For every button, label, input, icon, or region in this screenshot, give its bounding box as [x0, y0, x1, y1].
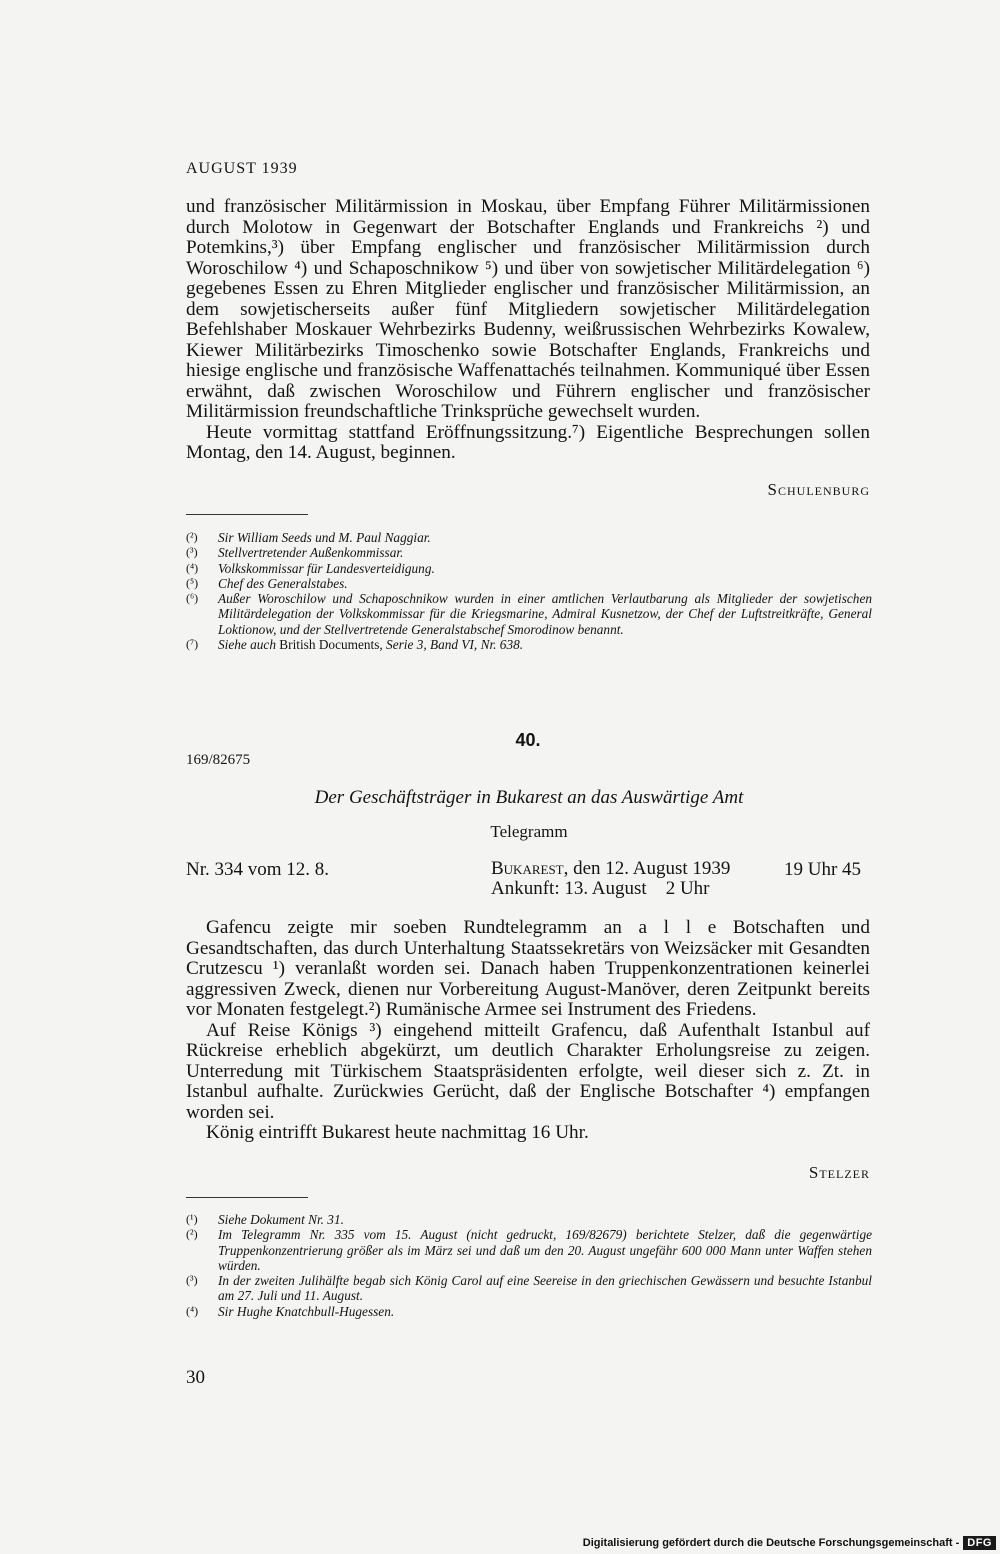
- footnote-text: Sir Hughe Knatchbull-Hugessen.: [218, 1303, 395, 1319]
- footnote: [186, 545, 872, 560]
- running-head: AUGUST 1939: [186, 160, 298, 177]
- telegram-place-date: [491, 859, 730, 899]
- doc40-footnotes: [186, 1212, 872, 1319]
- footnote-text: Chef des Generalstabes.: [218, 575, 348, 591]
- footnote-text: In der zweiten Julihälfte begab sich König Carol auf eine Seereise in den griechischen Gewässern und besuchte Istanbul am 27. Juli und 11. August.: [218, 1273, 872, 1304]
- footnote: [186, 591, 872, 637]
- footnote-text: Volkskommissar für Landesverteidigung.: [218, 560, 435, 576]
- footnote-rule: [186, 514, 308, 515]
- footnote-number: (¹): [186, 1212, 198, 1226]
- document-number: 40.: [515, 730, 541, 750]
- doc39-paragraph-1: und französischer Militärmission in Moskau, über Empfang Führer Militärmissionen durch Molotow in Gegenwart der Botschafter Englands und Frankreichs ²) und Potemkins,³) über Empfang englischer und französischer Militärmission durch Woroschilow ⁴) und Schaposchnikow ⁵) und über von sowjetischer Militärdelegation ⁶) gegebenes Essen zu Ehren Mitglieder englischer und französischer Militärmission, an dem sowjetischerseits außer fünf Mitgliedern sowjetischer Militärdelegation Befehlshaber Moskauer Wehrbezirks Budenny, weißrussischen Wehrbezirks Kowalew, Kiewer Militärbezirks Timoschenko sowie Botschafter Englands, Frankreichs und hiesige englische und französische Waffenattachés teilnahmen. Kommuniqué über Essen erwähnt, daß zwischen Woroschilow und Führern englischer und französischer Militärmission freundschaftliche Trinksprüche gewechselt wurden.: [186, 196, 870, 422]
- footnote-number: (⁶): [186, 591, 199, 606]
- doc39-signature: Schulenburg: [767, 480, 870, 499]
- doc40-paragraph-1: Gafencu zeigte mir soeben Rundtelegramm an a l l e Botschaften und Gesandtschaften, das durch Unterhaltung Staatssekretärs von Weizsäcker mit Gesandten Crutzescu ¹) veranlaßt worden sei. Danach haben Truppenkonzentrationen keinerlei aggressiven Zweck, dienen nur Vorbereitung August-Manöver, deren Zeitpunkt bereits vor Monaten festgelegt.²) Rumänische Armee sei Instrument des Friedens.: [186, 917, 870, 1020]
- telegram-time: 19 Uhr 45: [784, 859, 862, 880]
- doc40-paragraph-3: König eintrifft Bukarest heute nachmittag 16 Uhr.: [206, 1122, 589, 1143]
- doc40-body: [186, 918, 870, 1144]
- footnote-text: Siehe Dokument Nr. 31.: [218, 1212, 344, 1227]
- footnote-text: Sir William Seeds und M. Paul Naggiar.: [218, 530, 431, 545]
- telegram-number: Nr. 334 vom 12. 8.: [186, 859, 330, 880]
- footnote-text-part: Siehe auch: [218, 637, 276, 653]
- footnote-number: (²): [186, 530, 198, 544]
- footnote: [186, 1227, 872, 1273]
- telegram-arrival: Ankunft: 13. August 2 Uhr: [491, 878, 710, 899]
- file-reference: 169/82675: [186, 752, 251, 768]
- doc39-footnotes: [186, 530, 872, 652]
- footnote-number: (⁴): [186, 560, 199, 575]
- footnote: [186, 1273, 872, 1304]
- footnote: [186, 576, 872, 591]
- footnote-number: (³): [186, 545, 198, 560]
- footnote: [186, 1304, 872, 1319]
- footnote-text-part: Serie 3, Band VI, Nr. 638.: [386, 637, 524, 653]
- doc39-paragraph-2: Heute vormittag stattfand Eröffnungssitzung.⁷) Eigentliche Besprechungen sollen Montag, den 14. August, beginnen.: [186, 421, 870, 463]
- footnote: [186, 530, 872, 545]
- footnote-text: Stellvertretender Außenkommissar.: [218, 545, 404, 561]
- document-type: Telegramm: [490, 822, 568, 841]
- page-number: 30: [186, 1367, 205, 1388]
- footnote: [186, 637, 872, 652]
- footnote-text: [218, 637, 872, 652]
- footnote-number: (⁴): [186, 1303, 199, 1318]
- footnote-number: (²): [186, 1227, 198, 1242]
- footnote-text: Im Telegramm Nr. 335 vom 15. August (nicht gedruckt, 169/82679) berichtete Stelzer, daß die gegenwärtige Truppenkonzentrierung größer als im März sei und daß um den 20. August ungefähr 600 000 Mann unter Waffen stehen würden.: [218, 1227, 872, 1273]
- doc40-paragraph-2: Auf Reise Königs ³) eingehend mitteilt Grafencu, daß Aufenthalt Istanbul auf Rückreise erheblich abgekürzt, um deutlich Charakter Erholungsreise zu zeigen. Unterredung mit Türkischem Staatspräsidenten erfolgte, weil dieser sich z. Zt. in Istanbul aufhalte. Zurückwies Gerücht, daß der Englische Botschafter ⁴) empfangen worden sei.: [186, 1019, 870, 1123]
- document-title: Der Geschäftsträger in Bukarest an das Auswärtige Amt: [314, 787, 744, 808]
- doc40-signature: Stelzer: [808, 1163, 870, 1182]
- footnote-text: Außer Woroschilow und Schaposchnikow wurden in einer amtlichen Verlautbarung als Mitglieder der sowjetischen Militärdelegation der Volkskommissar für die Kriegsmarine, Admiral Kusnetzow, der Chef der Luftstreitkräfte, General Loktionow, und der Stellvertretende Generalstabschef Smorodinow benannt.: [218, 591, 872, 637]
- dfg-credit: [583, 1536, 996, 1550]
- footnote-number: (³): [186, 1273, 198, 1288]
- footnote: [186, 1212, 872, 1227]
- footnote-number: (⁵): [186, 575, 199, 590]
- footnote: [186, 561, 872, 576]
- footnote-source-title: British Documents,: [279, 637, 383, 653]
- doc39-body: [186, 197, 870, 464]
- dfg-logo-icon: DFG: [963, 1536, 996, 1550]
- dfg-credit-text: Digitalisierung gefördert durch die Deutsche Forschungsgemeinschaft -: [582, 1537, 960, 1549]
- footnote-rule: [186, 1197, 308, 1198]
- footnote-number: (⁷): [186, 637, 199, 652]
- telegram-date: den 12. August 1939: [568, 858, 731, 879]
- telegram-place: Bukarest,: [491, 858, 569, 879]
